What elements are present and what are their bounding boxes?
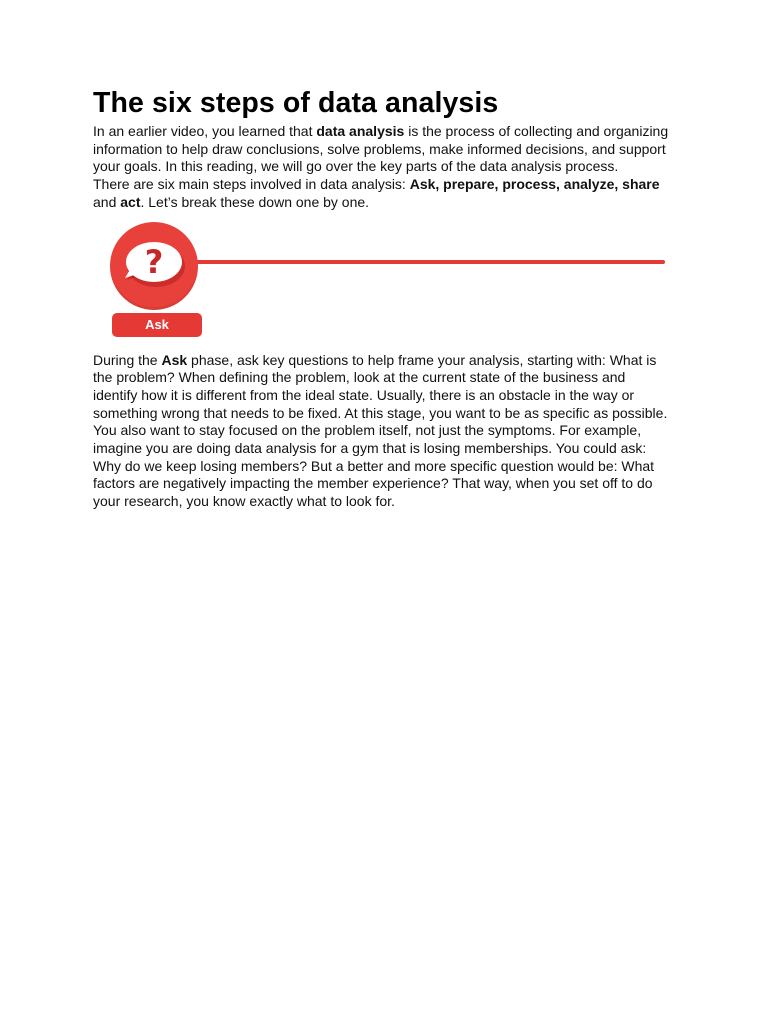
intro-text-end: is the process of collecting and organizing information to help draw conclusions, solve problems, make informed decisions, and support your goals. In this reading, we will go over the key parts of the data analysis process. [93, 123, 669, 175]
steps-text-middle: and [93, 193, 121, 210]
steps-bold-act: act [120, 193, 141, 210]
steps-bold-list: Ask, prepare, process, analyze, share [409, 176, 660, 193]
ask-phase-paragraph [93, 352, 673, 511]
ask-step-graphic [93, 224, 673, 340]
intro-text-start: In an earlier video, you learned that [93, 123, 317, 139]
ask-text-end: phase, ask key questions to help frame your analysis, starting with: What is the problem? When defining the problem, look at the current state of the business and identify how it is different from the ideal state. Usually, there is an obstacle in the way or something wrong that needs to be fixed. At this stage, you want to be as specific as possible. You also want to stay focused on the problem itself, not just the symptoms. For example, imagine you are doing data analysis for a gym that is losing memberships. You could ask: Why do we keep losing members? But a better and more specific question would be: What factors are negatively impacting the member experience? That way, when you set off to do your research, you know exactly what to look for. [93, 351, 668, 510]
step-circle [110, 222, 198, 310]
steps-paragraph [93, 176, 673, 211]
step-timeline-line [193, 260, 665, 264]
steps-text-end: . Let’s break these down one by one. [140, 193, 370, 210]
intro-paragraph [93, 123, 673, 176]
document-page [93, 86, 673, 511]
ask-bold-term: Ask [161, 351, 188, 368]
page-title: The six steps of data analysis [93, 87, 499, 119]
step-label-ask: Ask [112, 313, 202, 337]
steps-text-start: There are six main steps involved in data analysis: [93, 176, 410, 193]
question-bubble-icon [110, 222, 198, 310]
svg-text:?: ? [144, 242, 164, 281]
intro-bold-term: data analysis [316, 123, 405, 139]
ask-text-start: During the [93, 351, 162, 368]
